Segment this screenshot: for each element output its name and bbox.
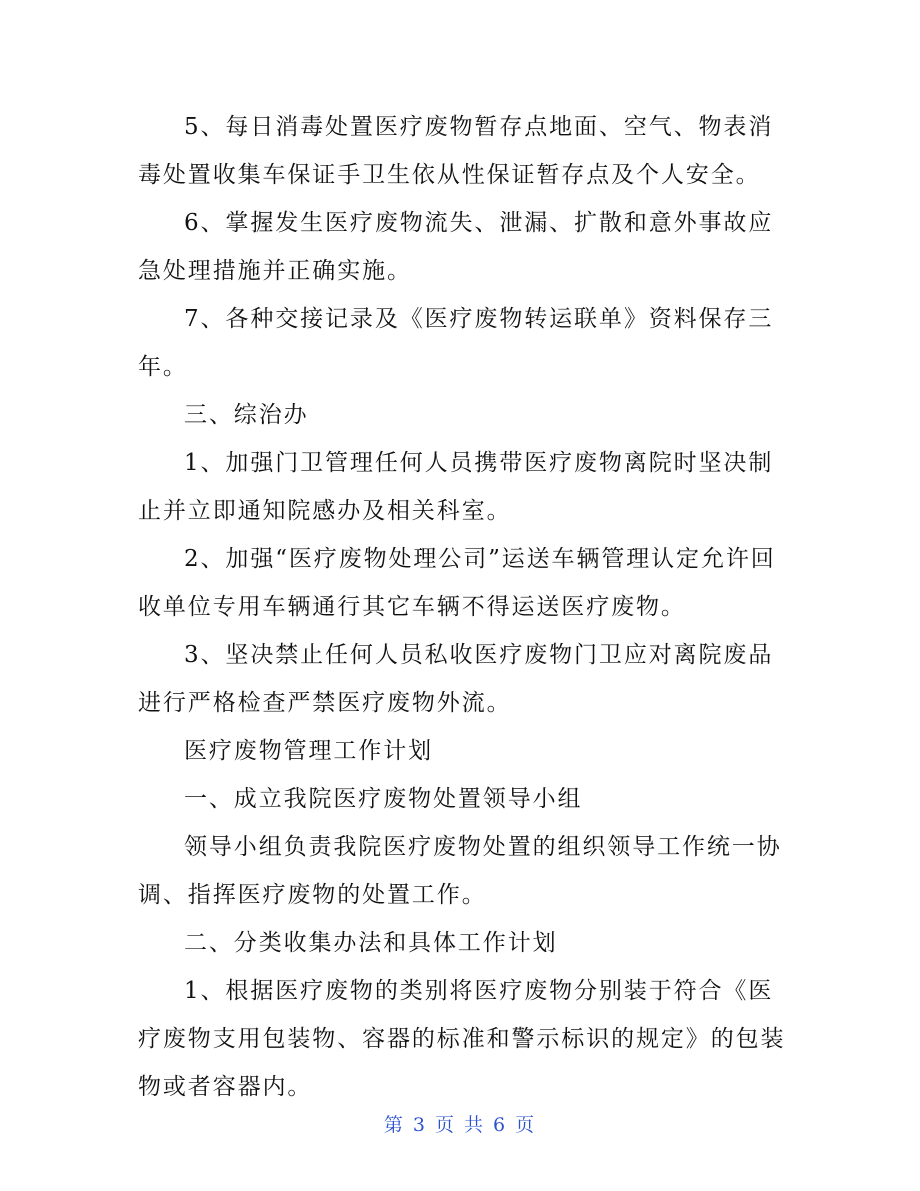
paragraph-3: 7、各种交接记录及《医疗废物转运联单》资料保存三年。 xyxy=(138,306,774,380)
section-heading-1: 一、成立我院医疗废物处置领导小组 xyxy=(184,786,583,812)
paragraph-7: 领导小组负责我院医疗废物处置的组织领导工作统一协调、指挥医疗废物的处置工作。 xyxy=(138,834,782,908)
paragraph-1: 5、每日消毒处置医疗废物暂存点地面、空气、物表消毒处置收集车保证手卫生依从性保证暂存点及个人安全。 xyxy=(138,114,774,188)
paragraph-4: 1、加强门卫管理任何人员携带医疗废物离院时坚决制止并立即通知院感办及相关科室。 xyxy=(138,450,774,524)
document-body xyxy=(138,103,798,1111)
paragraph-8: 1、根据医疗废物的类别将医疗废物分别装于符合《医疗废物支用包装物、容器的标准和警示标识的规定》的包装物或者容器内。 xyxy=(138,978,786,1100)
paragraph-5: 2、加强“医疗废物处理公司”运送车辆管理认定允许回收单位专用车辆通行其它车辆不得运送医疗废物。 xyxy=(138,546,776,620)
page-number-footer: 第 3 页 共 6 页 xyxy=(383,1114,537,1136)
section-heading-2: 二、分类收集办法和具体工作计划 xyxy=(184,930,558,956)
section-heading-3: 三、综治办 xyxy=(184,402,309,428)
paragraph-6: 3、坚决禁止任何人员私收医疗废物门卫应对离院废品进行严格检查严禁医疗废物外流。 xyxy=(138,642,774,716)
document-subtitle: 医疗废物管理工作计划 xyxy=(184,738,433,764)
paragraph-2: 6、掌握发生医疗废物流失、泄漏、扩散和意外事故应急处理措施并正确实施。 xyxy=(138,210,774,284)
